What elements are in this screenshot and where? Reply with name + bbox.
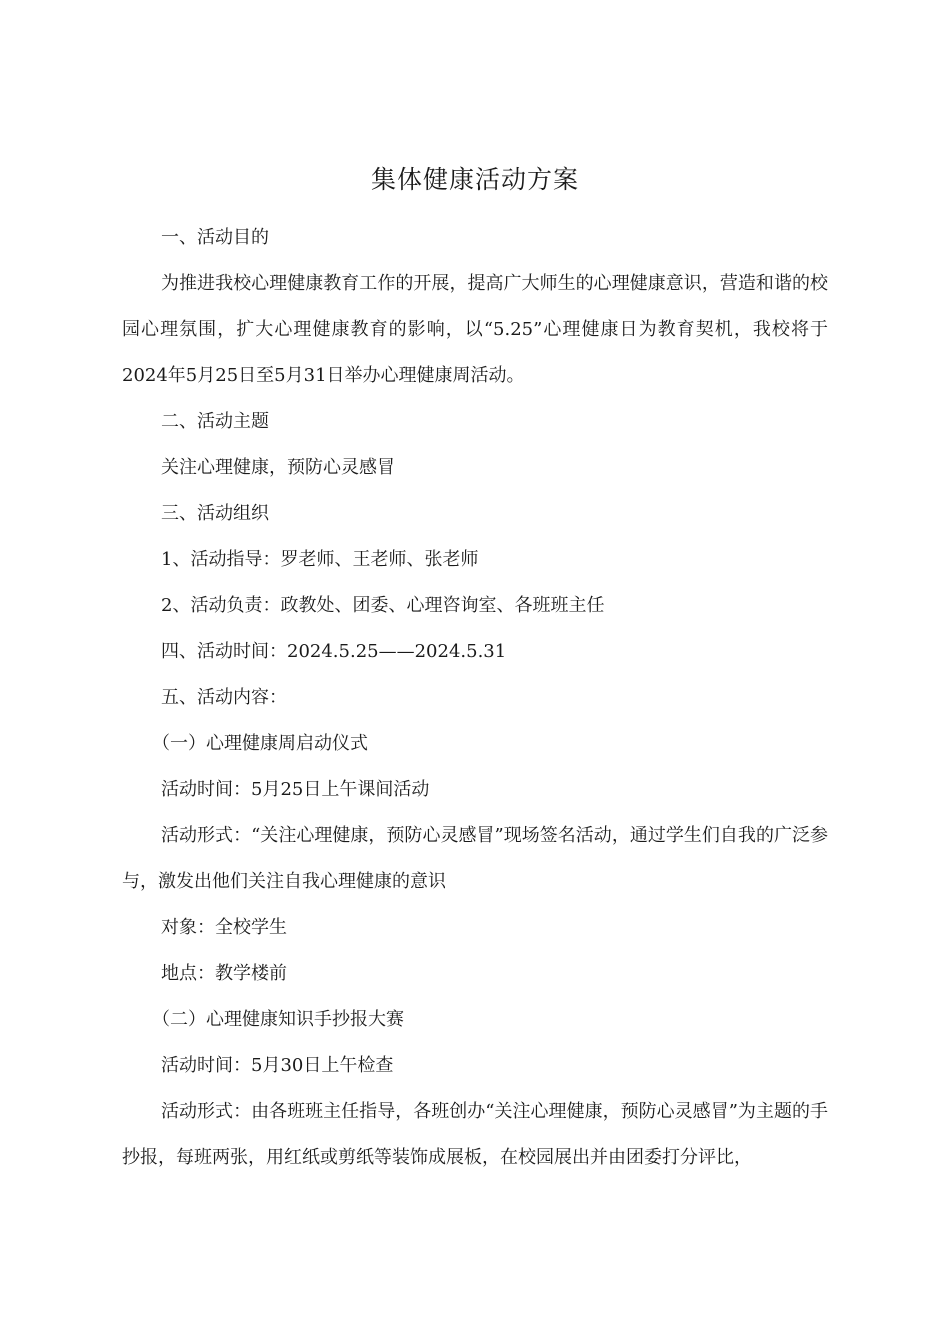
paragraph-theme: 关注心理健康，预防心灵感冒	[161, 457, 395, 478]
document-body	[122, 215, 828, 1181]
heading-purpose: 一、活动目的	[161, 227, 269, 248]
heading-organization: 三、活动组织	[161, 503, 269, 524]
paragraph-responsible: 2、活动负责：政教处、团委、心理咨询室、各班班主任	[161, 595, 605, 616]
heading-theme: 二、活动主题	[161, 411, 269, 432]
paragraph-purpose: 为推进我校心理健康教育工作的开展，提高广大师生的心理健康意识，营造和谐的校园心理氛围，扩大心理健康教育的影响，以“5.25”心理健康日为教育契机，我校将于2024年5月25日至5月31日举办心理健康周活动。	[122, 273, 828, 386]
paragraph-launch-time: 活动时间：5月25日上午课间活动	[161, 779, 430, 800]
subheading-launch: （一）心理健康周启动仪式	[152, 733, 368, 754]
heading-content: 五、活动内容：	[161, 687, 287, 708]
paragraph-launch-form: 活动形式：“关注心理健康，预防心灵感冒”现场签名活动，通过学生们自我的广泛参与，激发出他们关注自我心理健康的意识	[122, 825, 828, 892]
document-title: 集体健康活动方案	[370, 165, 579, 194]
paragraph-poster-form: 活动形式：由各班班主任指导，各班创办“关注心理健康，预防心灵感冒”为主题的手抄报，每班两张，用红纸或剪纸等装饰成展板，在校园展出并由团委打分评比，	[122, 1101, 828, 1168]
paragraph-launch-location: 地点：教学楼前	[161, 963, 287, 984]
paragraph-guidance: 1、活动指导：罗老师、王老师、张老师	[161, 549, 479, 570]
heading-time: 四、活动时间：2024.5.25——2024.5.31	[161, 641, 507, 662]
paragraph-launch-audience: 对象：全校学生	[161, 917, 287, 938]
paragraph-poster-time: 活动时间：5月30日上午检查	[161, 1055, 394, 1076]
subheading-poster-contest: （二）心理健康知识手抄报大赛	[152, 1009, 404, 1030]
